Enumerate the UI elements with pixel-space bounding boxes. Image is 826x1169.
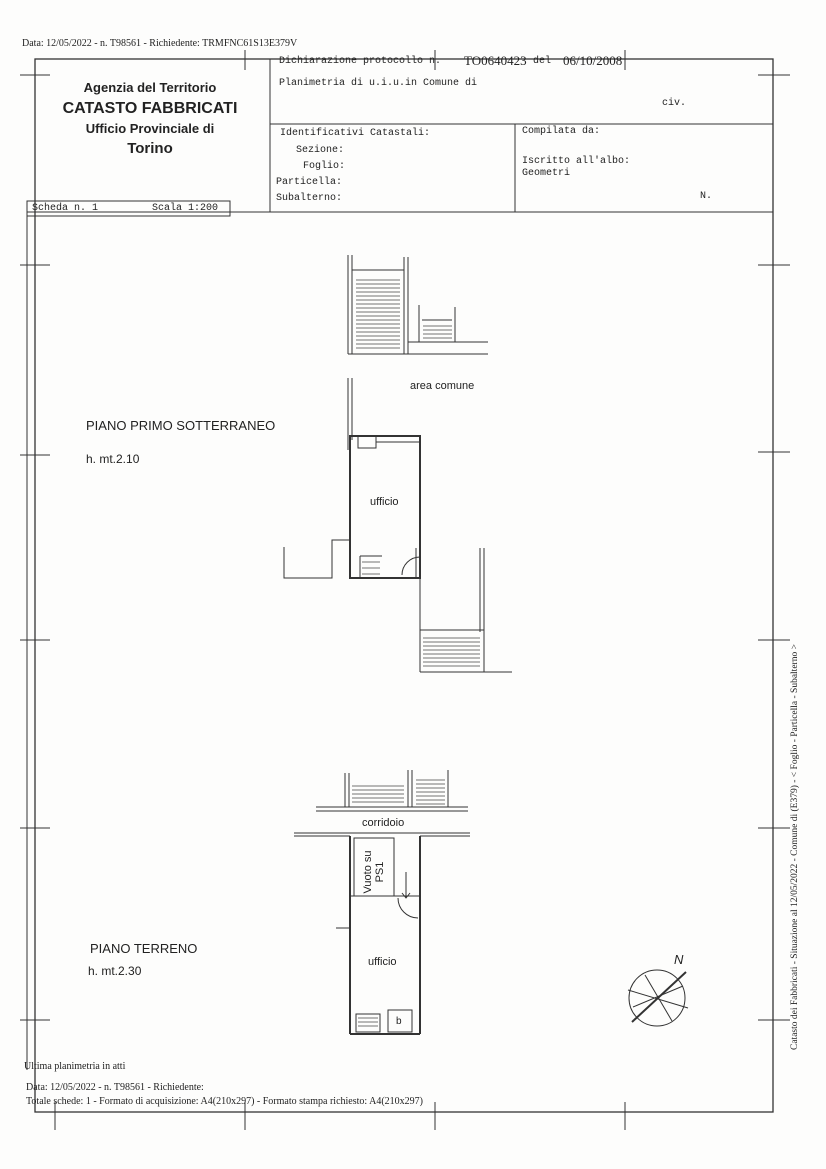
- protocol-date: 06/10/2008: [563, 53, 623, 68]
- vuoto-label: Vuoto su PS1: [362, 850, 386, 894]
- compilata-label: Compilata da:: [522, 126, 601, 137]
- request-line: Data: 12/05/2022 - n. T98561 - Richiedente: TRMFNC61S13E379V: [22, 38, 298, 49]
- agency-name: Agenzia del Territorio: [83, 80, 217, 95]
- north-label: N: [674, 952, 684, 967]
- footer-line1: Data: 12/05/2022 - n. T98561 - Richiedente:: [26, 1082, 204, 1093]
- particella-label: Particella:: [276, 177, 343, 188]
- dichiarazione-label: Dichiarazione protocollo n.: [279, 56, 442, 67]
- scheda-label: Scheda n. 1: [32, 203, 99, 214]
- floor1-height: h. mt.2.10: [86, 452, 140, 466]
- civ-label: civ.: [662, 98, 687, 109]
- floor2-height: h. mt.2.30: [88, 964, 142, 978]
- ufficio-label-ps1: ufficio: [370, 496, 399, 508]
- city-name: Torino: [127, 140, 173, 157]
- identificativi-label: Identificativi Catastali:: [280, 128, 431, 139]
- ufficio-label-pt: ufficio: [368, 956, 397, 968]
- area-comune-label: area comune: [410, 380, 475, 392]
- footer-line2: Totale schede: 1 - Formato di acquisizione: A4(210x297) - Formato stampa richiesto: A4(210x297): [26, 1096, 423, 1107]
- iscritto-label: Iscritto all'albo:: [522, 156, 631, 167]
- bagno-label: b: [396, 1016, 402, 1027]
- sezione-label: Sezione:: [296, 145, 345, 156]
- corridoio-label: corridoio: [362, 817, 405, 829]
- n-label: N.: [700, 191, 713, 202]
- geometri-label: Geometri: [522, 168, 571, 179]
- subalterno-label: Subalterno:: [276, 193, 343, 204]
- ultima-planimetria: Ultima planimetria in atti: [24, 1061, 126, 1072]
- catasto-title: CATASTO FABBRICATI: [62, 100, 238, 117]
- floor2-name: PIANO TERRENO: [90, 941, 198, 956]
- foglio-label: Foglio:: [303, 161, 346, 172]
- side-situation-text: Catasto dei Fabbricati - Situazione al 12/05/2022 - Comune di (E379) - < Foglio - Particella - Subalterno >: [790, 644, 800, 1050]
- protocol-number: TO0640423: [464, 53, 527, 68]
- floor1-name: PIANO PRIMO SOTTERRANEO: [86, 418, 276, 433]
- del-label: del: [533, 56, 552, 67]
- scala-label: Scala 1:200: [152, 203, 219, 214]
- planimetria-label: Planimetria di u.i.u.in Comune di: [279, 78, 478, 89]
- ufficio-label: Ufficio Provinciale di: [85, 121, 215, 136]
